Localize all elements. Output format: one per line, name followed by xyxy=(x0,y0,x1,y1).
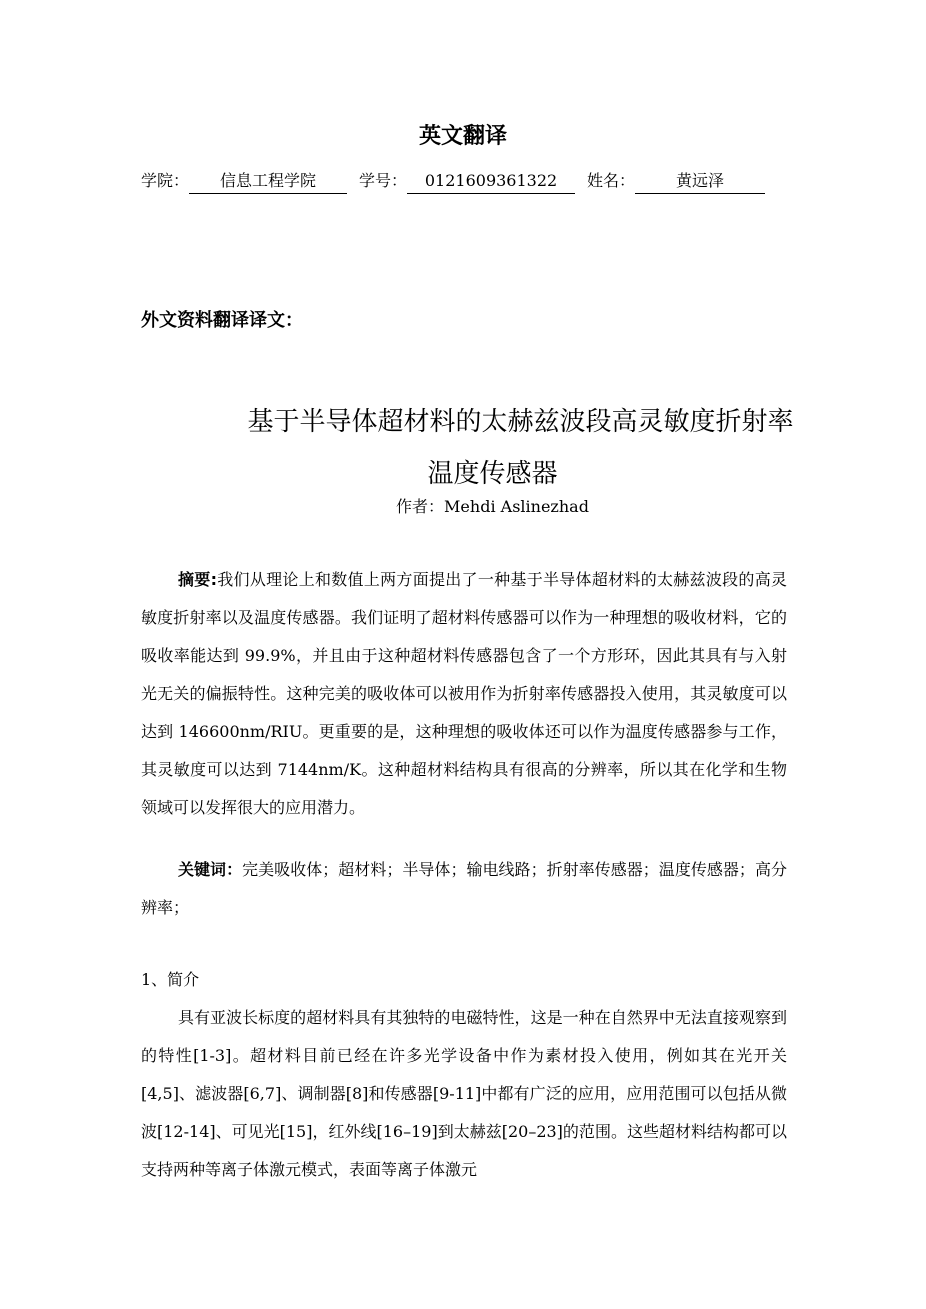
name-label: 姓名： xyxy=(587,171,636,190)
abstract-text: 我们从理论上和数值上两方面提出了一种基于半导体超材料的太赫兹波段的高灵敏度折射率以及温度传感器。我们证明了超材料传感器可以作为一种理想的吸收材料，它的吸收率能达到 99.9%，并且由于这种超材料传感器包含了一个方形环，因此其具有与入射光无关的偏振特性。这种完美的吸收体可以被用作为折射率传感器投入使用，其灵敏度可以达到 146600nm/RIU。更重要的是，这种理想的吸收体还可以作为温度传感器参与工作，其灵敏度可以达到 7144nm/K。这种超材料结构具有很高的分辨率，所以其在化学和生物领域可以发挥很大的应用潜力。 xyxy=(141,570,787,817)
paper-title-line1: 基于半导体超材料的太赫兹波段高灵敏度折射率 xyxy=(247,407,794,437)
keywords-label: 关键词： xyxy=(178,860,243,879)
document-title: 英文翻译 xyxy=(418,124,507,149)
name-value: 黄远泽 xyxy=(635,170,765,194)
paper-title xyxy=(141,396,844,500)
keywords-text: 完美吸收体；超材料；半导体；输电线路；折射率传感器；温度传感器；高分辨率； xyxy=(141,860,787,917)
student-info-line xyxy=(141,170,765,194)
paper-author: 作者：Mehdi Aslinezhad xyxy=(396,497,589,516)
abstract-label: 摘要: xyxy=(178,570,217,589)
school-value: 信息工程学院 xyxy=(189,170,347,194)
intro-paragraph: 具有亚波长标度的超材料具有其独特的电磁特性，这是一种在自然界中无法直接观察到的特性[1-3]。超材料目前已经在许多光学设备中作为素材投入使用，例如其在光开关[4,5]、滤波器[6,7]、调制器[8]和传感器[9-11]中都有广泛的应用，应用范围可以包括从微波[12-14]、可见光[15]，红外线[16–19]到太赫兹[20–23]的范围。这些超材料结构都可以支持两种等离子体激元模式，表面等离子体激元 xyxy=(141,1008,787,1179)
keywords-paragraph xyxy=(141,851,787,927)
student-id-value: 0121609361322 xyxy=(407,170,575,194)
paper-title-line2: 温度传感器 xyxy=(427,459,558,489)
student-id-label: 学号： xyxy=(359,171,408,190)
abstract-paragraph xyxy=(141,561,787,827)
section-heading: 外文资料翻译译文： xyxy=(141,310,303,331)
intro-heading: 1、简介 xyxy=(141,970,200,989)
school-label: 学院： xyxy=(141,171,190,190)
